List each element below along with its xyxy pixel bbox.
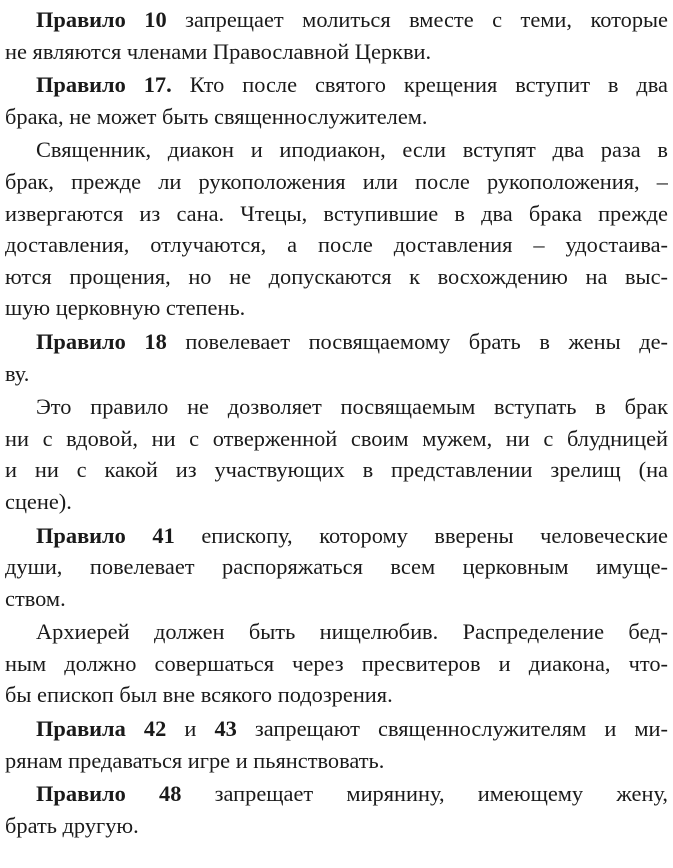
paragraph-rules-42-43 <box>5 713 668 776</box>
text-line: Правила 42 и 43 запрещают священнослужителям и ми- <box>36 716 668 742</box>
rule-number: 43 <box>214 716 237 742</box>
text-line: Правило 48 запрещает мирянину, имеющему жену, <box>36 781 668 807</box>
text-line: Это правило не дозволяет посвящаемым вступать в брак <box>36 394 668 420</box>
text-line: Священник, диакон и иподиакон, если вступят два раза в <box>36 137 668 163</box>
rule-number: Правило 48 <box>36 781 182 807</box>
paragraph-rule-41-commentary <box>5 616 668 711</box>
text-line: души, повелевает распоряжаться всем церковным имуще- <box>5 554 668 580</box>
text-line: брака, не может быть священнослужителем. <box>5 103 428 129</box>
text-line: Архиерей должен быть нищелюбив. Распределение бед- <box>36 619 668 645</box>
text-line: извергаются из сана. Чтецы, вступившие в два брака прежде <box>5 200 668 226</box>
rule-number: Правило 18 <box>36 328 167 354</box>
paragraph-rule-41 <box>5 520 668 615</box>
rule-number: Правило 41 <box>36 522 175 548</box>
text-line: ются прощения, но не допускаются к восхождению на выс- <box>5 263 668 289</box>
paragraph-rule-10 <box>5 4 668 67</box>
text-line: ни с вдовой, ни с отверженной своим мужем, ни с блудницей <box>5 425 668 451</box>
paragraph-rule-18-commentary <box>5 391 668 517</box>
text-line: Правило 41 епископу, которому вверены человеческие <box>36 522 668 548</box>
text-line: сцене). <box>5 488 72 514</box>
text-line: не являются членами Православной Церкви. <box>5 38 432 64</box>
paragraph-rule-18 <box>5 326 668 389</box>
paragraph-rule-17-commentary <box>5 134 668 324</box>
text-line: Правило 17. Кто после святого крещения вступит в два <box>36 72 668 98</box>
text-line: и ни с какой из участвующих в представлении зрелищ (на <box>5 457 668 483</box>
text-line: ством. <box>5 585 66 611</box>
text-line: доставления, отлучаются, а после доставления – удостаива- <box>5 232 668 258</box>
text-line: рянам предаваться игре и пьянствовать. <box>5 747 385 773</box>
document-page <box>0 4 673 868</box>
text-line: Правило 10 запрещает молиться вместе с теми, которые <box>36 7 668 32</box>
paragraph-rule-48 <box>5 778 668 841</box>
text-line: брак, прежде ли рукоположения или после рукоположения, – <box>5 168 668 194</box>
text-line: ву. <box>5 360 30 386</box>
text-line: бы епископ был вне всякого подозрения. <box>5 682 393 708</box>
text-line: Правило 18 повелевает посвящаемому брать в жены де- <box>36 328 668 354</box>
rule-number: Правило 10 <box>36 7 167 32</box>
paragraph-rule-17 <box>5 69 668 132</box>
rule-number: Правила 42 <box>36 716 167 742</box>
text-line: брать другую. <box>5 812 139 838</box>
rule-number: Правило 17. <box>36 72 172 98</box>
text-line: ным должно совершаться через пресвитеров и диакона, что- <box>5 650 668 676</box>
text-line: шую церковную степень. <box>5 295 246 321</box>
